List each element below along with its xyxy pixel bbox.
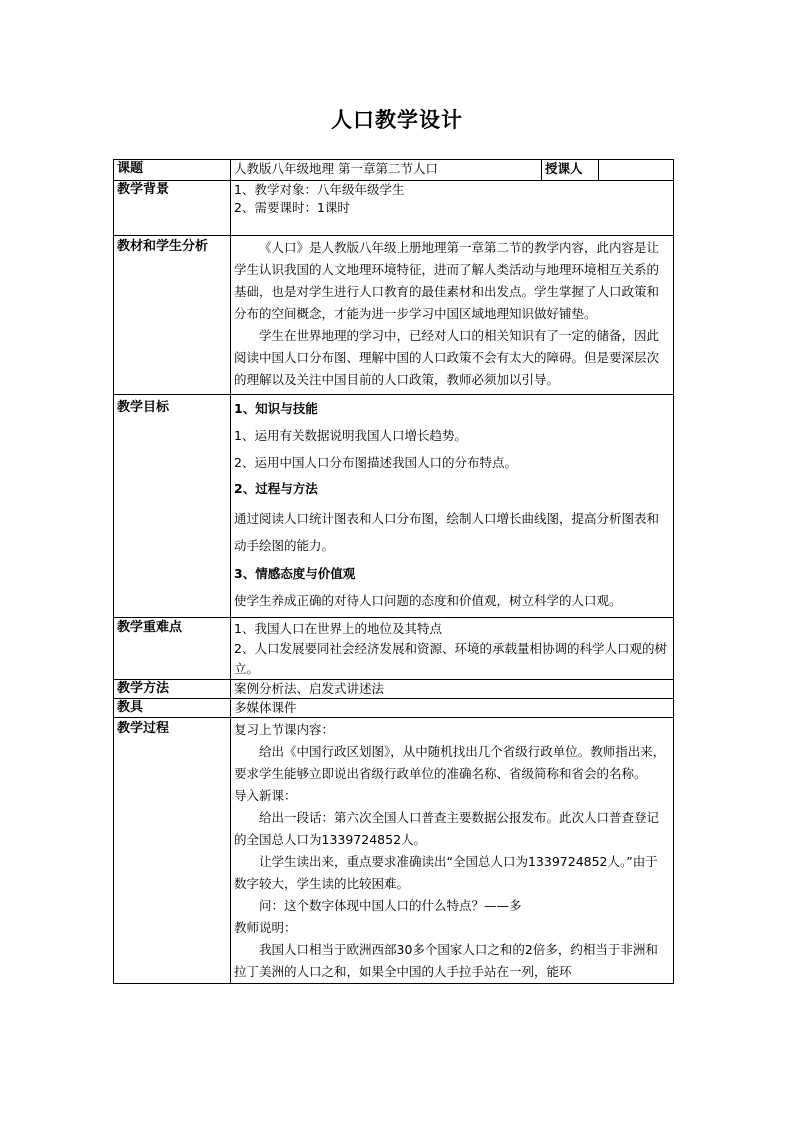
- table-row-background: [114, 181, 674, 236]
- goal-heading: 3、情感态度与价值观: [234, 566, 356, 581]
- goal-heading: 1、知识与技能: [234, 401, 318, 416]
- analysis-content: [231, 236, 674, 395]
- goal-heading: 2、过程与方法: [234, 481, 318, 496]
- method-value: 案例分析法、启发式讲述法: [231, 680, 674, 699]
- table-row-process: [114, 718, 674, 984]
- goal-item: 2、运用中国人口分布图描述我国人口的分布特点。: [234, 455, 517, 470]
- topic-value: 人教版八年级地理 第一章第二节人口: [231, 160, 542, 181]
- key-point-item: 2、人口发展要同社会经济发展和资源、环境的承载量相协调的科学人口观的树立。: [234, 641, 667, 676]
- process-paragraph: 教师说明：: [234, 920, 297, 935]
- process-paragraph: 让学生读出来，重点要求准确读出“全国总人口为1339724852人。”由于数字较大，学生读的比较困难。: [234, 854, 658, 891]
- process-label: 教学过程: [114, 718, 231, 984]
- key-points-content: [231, 618, 674, 680]
- table-row-topic: [114, 160, 674, 181]
- analysis-paragraph: 《人口》是人教版八年级上册地理第一章第二节的教学内容，此内容是让学生认识我国的人文地理环境特征，进而了解人类活动与地理环境相互关系的基础，也是对学生进行人口教育的最佳素材和出发点。学生掌握了人口政策和分布的空间概念，才能为进一步学习中国区域地理知识做好铺垫。: [234, 240, 660, 321]
- process-paragraph: 我国人口相当于欧洲西部30多个国家人口之和的2倍多，约相当于非洲和拉丁美洲的人口之和，如果全中国的人手拉手站在一列，能环: [234, 942, 658, 979]
- key-points-label: 教学重难点: [114, 618, 231, 680]
- table-row-key-points: [114, 618, 674, 680]
- background-line: 2、需要课时：1课时: [234, 200, 350, 215]
- process-paragraph: 给出《中国行政区划图》，从中随机找出几个省级行政单位。教师指出来，要求学生能够立即说出省级行政单位的准确名称、省级简称和省会的名称。: [234, 744, 666, 781]
- tools-label: 教具: [114, 699, 231, 718]
- process-paragraph: 给出一段话：第六次全国人口普查主要数据公报发布。此次人口普查登记的全国总人口为1339724852人。: [234, 810, 660, 847]
- table-row-tools: [114, 699, 674, 718]
- goals-label: 教学目标: [114, 395, 231, 618]
- lesson-plan-table: [113, 159, 674, 984]
- table-row-method: [114, 680, 674, 699]
- process-paragraph: 导入新课：: [234, 788, 297, 803]
- tools-value: 多媒体课件: [231, 699, 674, 718]
- page-title: 人口教学设计: [331, 108, 463, 132]
- goals-content: [231, 395, 674, 618]
- topic-label: 课题: [114, 160, 231, 181]
- teacher-value: [599, 160, 674, 181]
- background-label: 教学背景: [114, 181, 231, 236]
- key-point-item: 1、我国人口在世界上的地位及其特点: [234, 621, 442, 636]
- analysis-paragraph: 学生在世界地理的学习中，已经对人口的相关知识有了一定的储备，因此阅读中国人口分布图、理解中国的人口政策不会有太大的障碍。但是要深层次的理解以及关注中国目前的人口政策，教师必须加以引导。: [234, 328, 660, 387]
- background-content: [231, 181, 674, 236]
- goal-item: 1、运用有关数据说明我国人口增长趋势。: [234, 428, 467, 443]
- process-content: [231, 718, 674, 984]
- method-label: 教学方法: [114, 680, 231, 699]
- table-row-analysis: [114, 236, 674, 395]
- goal-item: 通过阅读人口统计图表和人口分布图，绘制人口增长曲线图，提高分析图表和动手绘图的能力。: [234, 511, 660, 553]
- background-line: 1、教学对象：八年级年级学生: [234, 182, 405, 197]
- table-row-goals: [114, 395, 674, 618]
- goal-item: 使学生养成正确的对待人口问题的态度和价值观，树立科学的人口观。: [234, 593, 622, 608]
- teacher-label: 授课人: [542, 160, 599, 181]
- process-paragraph: 问：这个数字体现中国人口的什么特点？——多: [259, 898, 522, 913]
- process-paragraph: 复习上节课内容：: [234, 722, 335, 737]
- analysis-label: 教材和学生分析: [114, 236, 231, 395]
